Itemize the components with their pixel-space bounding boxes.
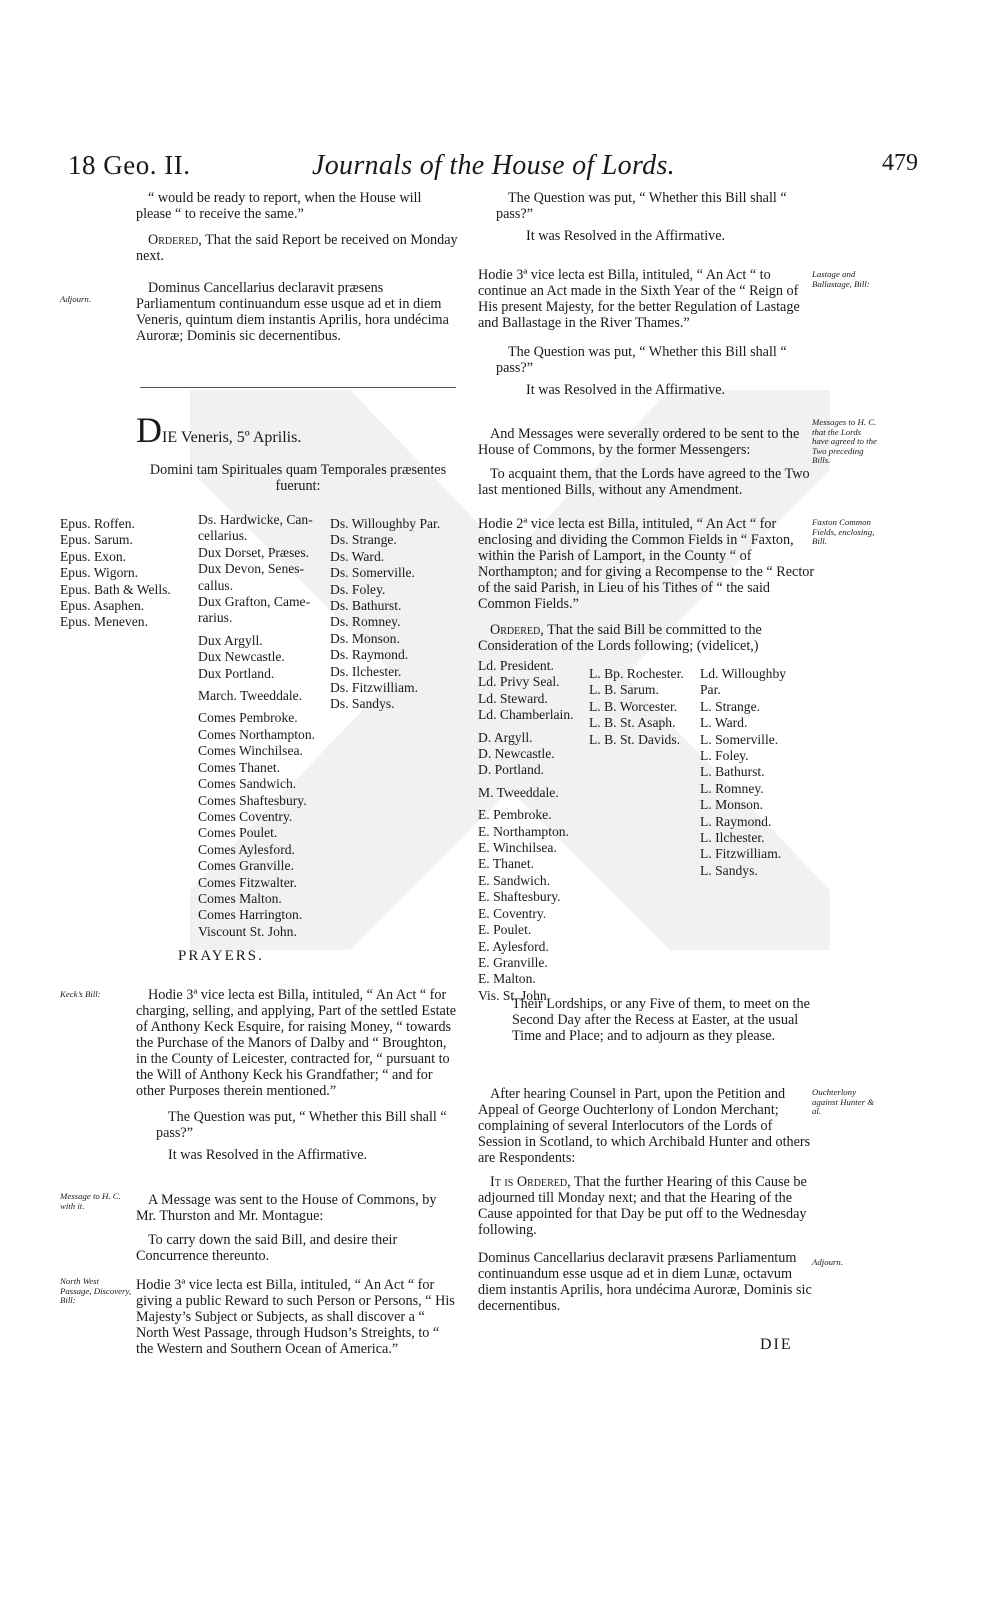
ordered-label-2: Ordered,: [490, 622, 544, 638]
messages-block: [478, 426, 816, 498]
list-item: D. Newcastle.: [478, 746, 555, 762]
page-number: 479: [882, 150, 918, 176]
margin-note-nwp: North West Passage, Discovery, Bill:: [60, 1276, 132, 1306]
list-item: Ds. Romney.: [330, 614, 401, 630]
list-item: E. Poulet.: [478, 922, 532, 938]
report-continuation: “ would be ready to report, when the House will please “ to receive the same.”: [136, 190, 422, 222]
list-item: Ld. Steward.: [478, 690, 548, 706]
list-item: L. B. St. Davids.: [589, 731, 681, 747]
margin-note-adjourn-right: Adjourn.: [812, 1257, 844, 1267]
margin-note-keck: Keck’s Bill:: [60, 989, 101, 999]
list-item: Ds. Somerville.: [330, 565, 415, 581]
list-item: Comes Coventry.: [198, 808, 293, 824]
list-item: L. B. Sarum.: [589, 682, 659, 698]
list-item: Comes Malton.: [198, 890, 282, 906]
lastage-bill-text: Hodie 3ª vice lecta est Billa, intituled, “ An Act “ to continue an Act made in the Sixth Year of the “ Reign of His present Majesty, for the better Regulation of Lastage and Ballastage in the River Thames.”: [478, 267, 800, 331]
message-purpose: To carry down the said Bill, and desire their Concurrence thereunto.: [136, 1232, 398, 1264]
list-item: Comes Sandwich.: [198, 776, 297, 792]
margin-note-lastage: Lastage and Ballastage, Bill:: [812, 269, 870, 289]
adjournment-text-right: Dominus Cancellarius declaravit præsens Parliamentum continuandum esse usque ad et in diem Lunæ, octavum diem instantis Aprilis, hora undécima Auroræ, Dominis sic decernentibus.: [478, 1250, 812, 1314]
list-item: Ds. Monson.: [330, 630, 400, 646]
resolved-1: It was Resolved in the Affirmative.: [526, 228, 726, 244]
list-item: Comes Northampton.: [198, 726, 316, 742]
margin-note-messages: Messages to H. C. that the Lords have agreed to the Two preceding Bills.: [812, 417, 877, 466]
nwp-bill-text: Hodie 3ª vice lecta est Billa, intituled, “ An Act “ for giving a public Reward to such Person or Persons, “ His Majesty’s Subject or Subjects, as shall discover a “ North West Passage, through Hudson’s Streights, to “ the Western and Southern Ocean of America.”: [136, 1277, 455, 1357]
list-item: L. Sandys.: [700, 862, 758, 878]
order-report-body: That the said Report be received on Monday next.: [136, 232, 458, 264]
list-item: Dux Newcastle.: [198, 649, 285, 665]
list-item: L. Fitzwilliam.: [700, 846, 782, 862]
list-item: callus.: [198, 577, 234, 593]
list-item: D. Portland.: [478, 762, 545, 778]
list-item: Comes Harrington.: [198, 907, 303, 923]
list-item: Ds. Strange.: [330, 532, 397, 548]
list-item: rarius.: [198, 610, 233, 626]
running-head-regnal-year: 18 Geo. II.: [68, 150, 191, 180]
list-item: Epus. Meneven.: [60, 614, 148, 630]
list-item: L. Strange.: [700, 698, 761, 714]
list-item: Ds. Sandys.: [330, 696, 395, 712]
list-item: L. Monson.: [700, 797, 764, 813]
list-item: Ld. Chamberlain.: [478, 707, 574, 723]
list-item: Ds. Fitzwilliam.: [330, 680, 418, 696]
list-item: L. Raymond.: [700, 813, 772, 829]
list-item: Comes Shaftesbury.: [198, 792, 307, 808]
messages-text: And Messages were severally ordered to be sent to the House of Commons, by the former Messengers:: [478, 426, 800, 458]
catchword: DIE: [760, 1336, 793, 1353]
committal-order: [478, 622, 816, 654]
margin-note-faxton: Faxton Common Fields, enclosing, Bill.: [812, 517, 875, 547]
list-item: Comes Winchilsea.: [198, 743, 303, 759]
list-item: E. Thanet.: [478, 856, 534, 872]
list-item: E. Pembroke.: [478, 807, 552, 823]
resolved-2: It was Resolved in the Affirmative.: [526, 382, 726, 398]
message-text: A Message was sent to the House of Commons, by Mr. Thurston and Mr. Montague:: [136, 1192, 437, 1224]
list-item: Dux Devon, Senes-: [198, 561, 305, 577]
list-item: Comes Aylesford.: [198, 841, 295, 857]
left-column-top: [136, 190, 460, 344]
ouchterlony-text: After hearing Counsel in Part, upon the Petition and Appeal of George Ouchterlony of London Merchant; complaining of several Interlocutors of the Lords of Session in Scotland, to which Archibald Hunter and others are Respondents:: [478, 1086, 811, 1166]
question-2: The Question was put, “ Whether this Bill shall “ pass?”: [496, 344, 787, 376]
present-heading: Domini tam Spirituales quam Temporales præsentes fuerunt:: [149, 462, 447, 494]
committal-order-body: That the said Bill be committed to the Consideration of the Lords following; (videlicet,): [478, 622, 762, 654]
bishops-list: [60, 516, 171, 631]
list-item: L. Foley.: [700, 748, 749, 764]
list-item: L. Bathurst.: [700, 764, 765, 780]
list-item: Comes Poulet.: [198, 825, 278, 841]
list-item: cellarius.: [198, 528, 248, 544]
list-item: Epus. Bath & Wells.: [60, 581, 171, 597]
list-item: Ld. Privy Seal.: [478, 674, 560, 690]
list-item: E. Aylesford.: [478, 938, 549, 954]
ouchterlony-block: [478, 1086, 816, 1238]
list-item: L. B. Worcester.: [589, 698, 678, 714]
adjournment-text: Dominus Cancellarius declaravit præsens Parliamentum continuandum esse usque ad et in diem Veneris, quintum diem instantis Aprilis, hora undécima Auroræ; Dominis sic decernentibus.: [136, 280, 449, 344]
committee-lords-list-b: [589, 666, 684, 748]
list-item: E. Malton.: [478, 971, 536, 987]
running-head-title: Journals of the House of Lords.: [312, 150, 675, 181]
ouchterlony-order-body: That the further Hearing of this Cause be adjourned till Monday next; and that the Hearing of the Cause appointed for that Day be put off to the Wednesday following.: [478, 1174, 807, 1238]
day-heading: [136, 410, 302, 450]
committee-lords-list-a: [478, 658, 574, 1004]
ordered-label: Ordered,: [148, 232, 202, 248]
ordered-label-3: It is Ordered,: [490, 1174, 571, 1190]
list-item: Ds. Ilchester.: [330, 663, 402, 679]
list-item: Ds. Bathurst.: [330, 598, 402, 614]
list-item: L. Somerville.: [700, 731, 779, 747]
list-item: E. Granville.: [478, 954, 548, 970]
question-1: The Question was put, “ Whether this Bill shall “ pass?”: [496, 190, 787, 222]
day-drop-initial: D: [136, 410, 162, 450]
right-column-top: [478, 190, 816, 244]
list-item: Ds. Willoughby Par.: [330, 516, 441, 531]
day-heading-text: IE Veneris, 5º Aprilis.: [162, 429, 302, 446]
list-item: Ld. Willoughby: [700, 666, 787, 681]
list-item: Ds. Foley.: [330, 581, 386, 597]
lastage-question-block: [478, 344, 816, 398]
list-item: Comes Pembroke.: [198, 710, 298, 726]
list-item: Comes Granville.: [198, 858, 294, 874]
list-item: Epus. Exon.: [60, 548, 127, 564]
list-item: Dux Argyll.: [198, 632, 263, 648]
peers-list: [198, 512, 315, 940]
list-item: March. Tweeddale.: [198, 688, 303, 704]
list-item: Epus. Asaphen.: [60, 598, 145, 614]
list-item: Ds. Hardwicke, Can-: [198, 512, 313, 527]
list-item: M. Tweeddale.: [478, 784, 559, 800]
keck-bill-text: Hodie 3ª vice lecta est Billa, intituled, “ An Act “ for charging, selling, and applying, Part of the settled Estate of Anthony Keck Esquire, for raising Money, “ towards the Purchase of the Manors of Dalby and “ Broughton, in the County of Leicester, contracted for, “ pursuant to the Will of Anthony Keck his Grandfather; “ and for other Purposes therein mentioned.”: [136, 987, 457, 1099]
list-item: Ds. Ward.: [330, 548, 385, 564]
list-item: L. B. St. Asaph.: [589, 715, 676, 731]
section-divider: [140, 387, 456, 388]
list-item: Dux Dorset, Præses.: [198, 544, 310, 560]
list-item: L. Ward.: [700, 715, 748, 731]
list-item: Viscount St. John.: [198, 923, 297, 939]
margin-note-message: Message to H. C. with it.: [60, 1191, 121, 1211]
keck-question: The Question was put, “ Whether this Bill shall “ pass?”: [156, 1109, 447, 1141]
list-item: Ds. Raymond.: [330, 647, 409, 663]
list-item: Dux Grafton, Came-: [198, 594, 311, 610]
list-item: L. Bp. Rochester.: [589, 666, 684, 681]
list-item: E. Sandwich.: [478, 872, 551, 888]
list-item: Epus. Wigorn.: [60, 565, 139, 581]
list-item: E. Northampton.: [478, 823, 569, 839]
list-item: Comes Fitzwalter.: [198, 874, 297, 890]
acquaint-text: To acquaint them, that the Lords have agreed to the Two last mentioned Bills, without any Amendment.: [478, 466, 810, 498]
list-item: Epus. Roffen.: [60, 516, 135, 531]
margin-note-adjourn-left: Adjourn.: [60, 294, 92, 304]
lordships-meeting-text: Their Lordships, or any Five of them, to meet on the Second Day after the Recess at Easter, at the usual Time and Place; and to adjourn as they please.: [512, 996, 810, 1044]
list-item: Ld. President.: [478, 658, 554, 673]
list-item: Vis. St. John.: [478, 987, 551, 1003]
keck-bill-block: [136, 987, 460, 1163]
list-item: E. Winchilsea.: [478, 840, 557, 856]
barons-list: [330, 516, 440, 713]
keck-resolved: It was Resolved in the Affirmative.: [168, 1147, 368, 1163]
list-item: L. Ilchester.: [700, 830, 765, 846]
order-report: [136, 232, 460, 264]
list-item: L. Romney.: [700, 780, 764, 796]
list-item: Dux Portland.: [198, 665, 275, 681]
margin-note-ouchterlony: Ouchterlony against Hunter & al.: [812, 1087, 875, 1117]
prayers-heading: PRAYERS.: [178, 948, 264, 964]
list-item: Comes Thanet.: [198, 759, 281, 775]
message-block: [136, 1192, 460, 1264]
list-item: D. Argyll.: [478, 729, 533, 745]
faxton-bill-text: Hodie 2ª vice lecta est Billa, intituled, “ An Act “ for enclosing and dividing the Common Fields in “ Faxton, within the Parish of Lamport, in the County “ of Northampton; and for giving a Recompense to the “ Rector of the said Parish, in Lieu of his Tithes of “ the said Common Fields.”: [478, 516, 815, 612]
list-item: Epus. Sarum.: [60, 532, 133, 548]
list-item: E. Coventry.: [478, 905, 547, 921]
committee-lords-list-c: [700, 666, 786, 879]
list-item: Par.: [700, 682, 721, 698]
list-item: E. Shaftesbury.: [478, 889, 561, 905]
